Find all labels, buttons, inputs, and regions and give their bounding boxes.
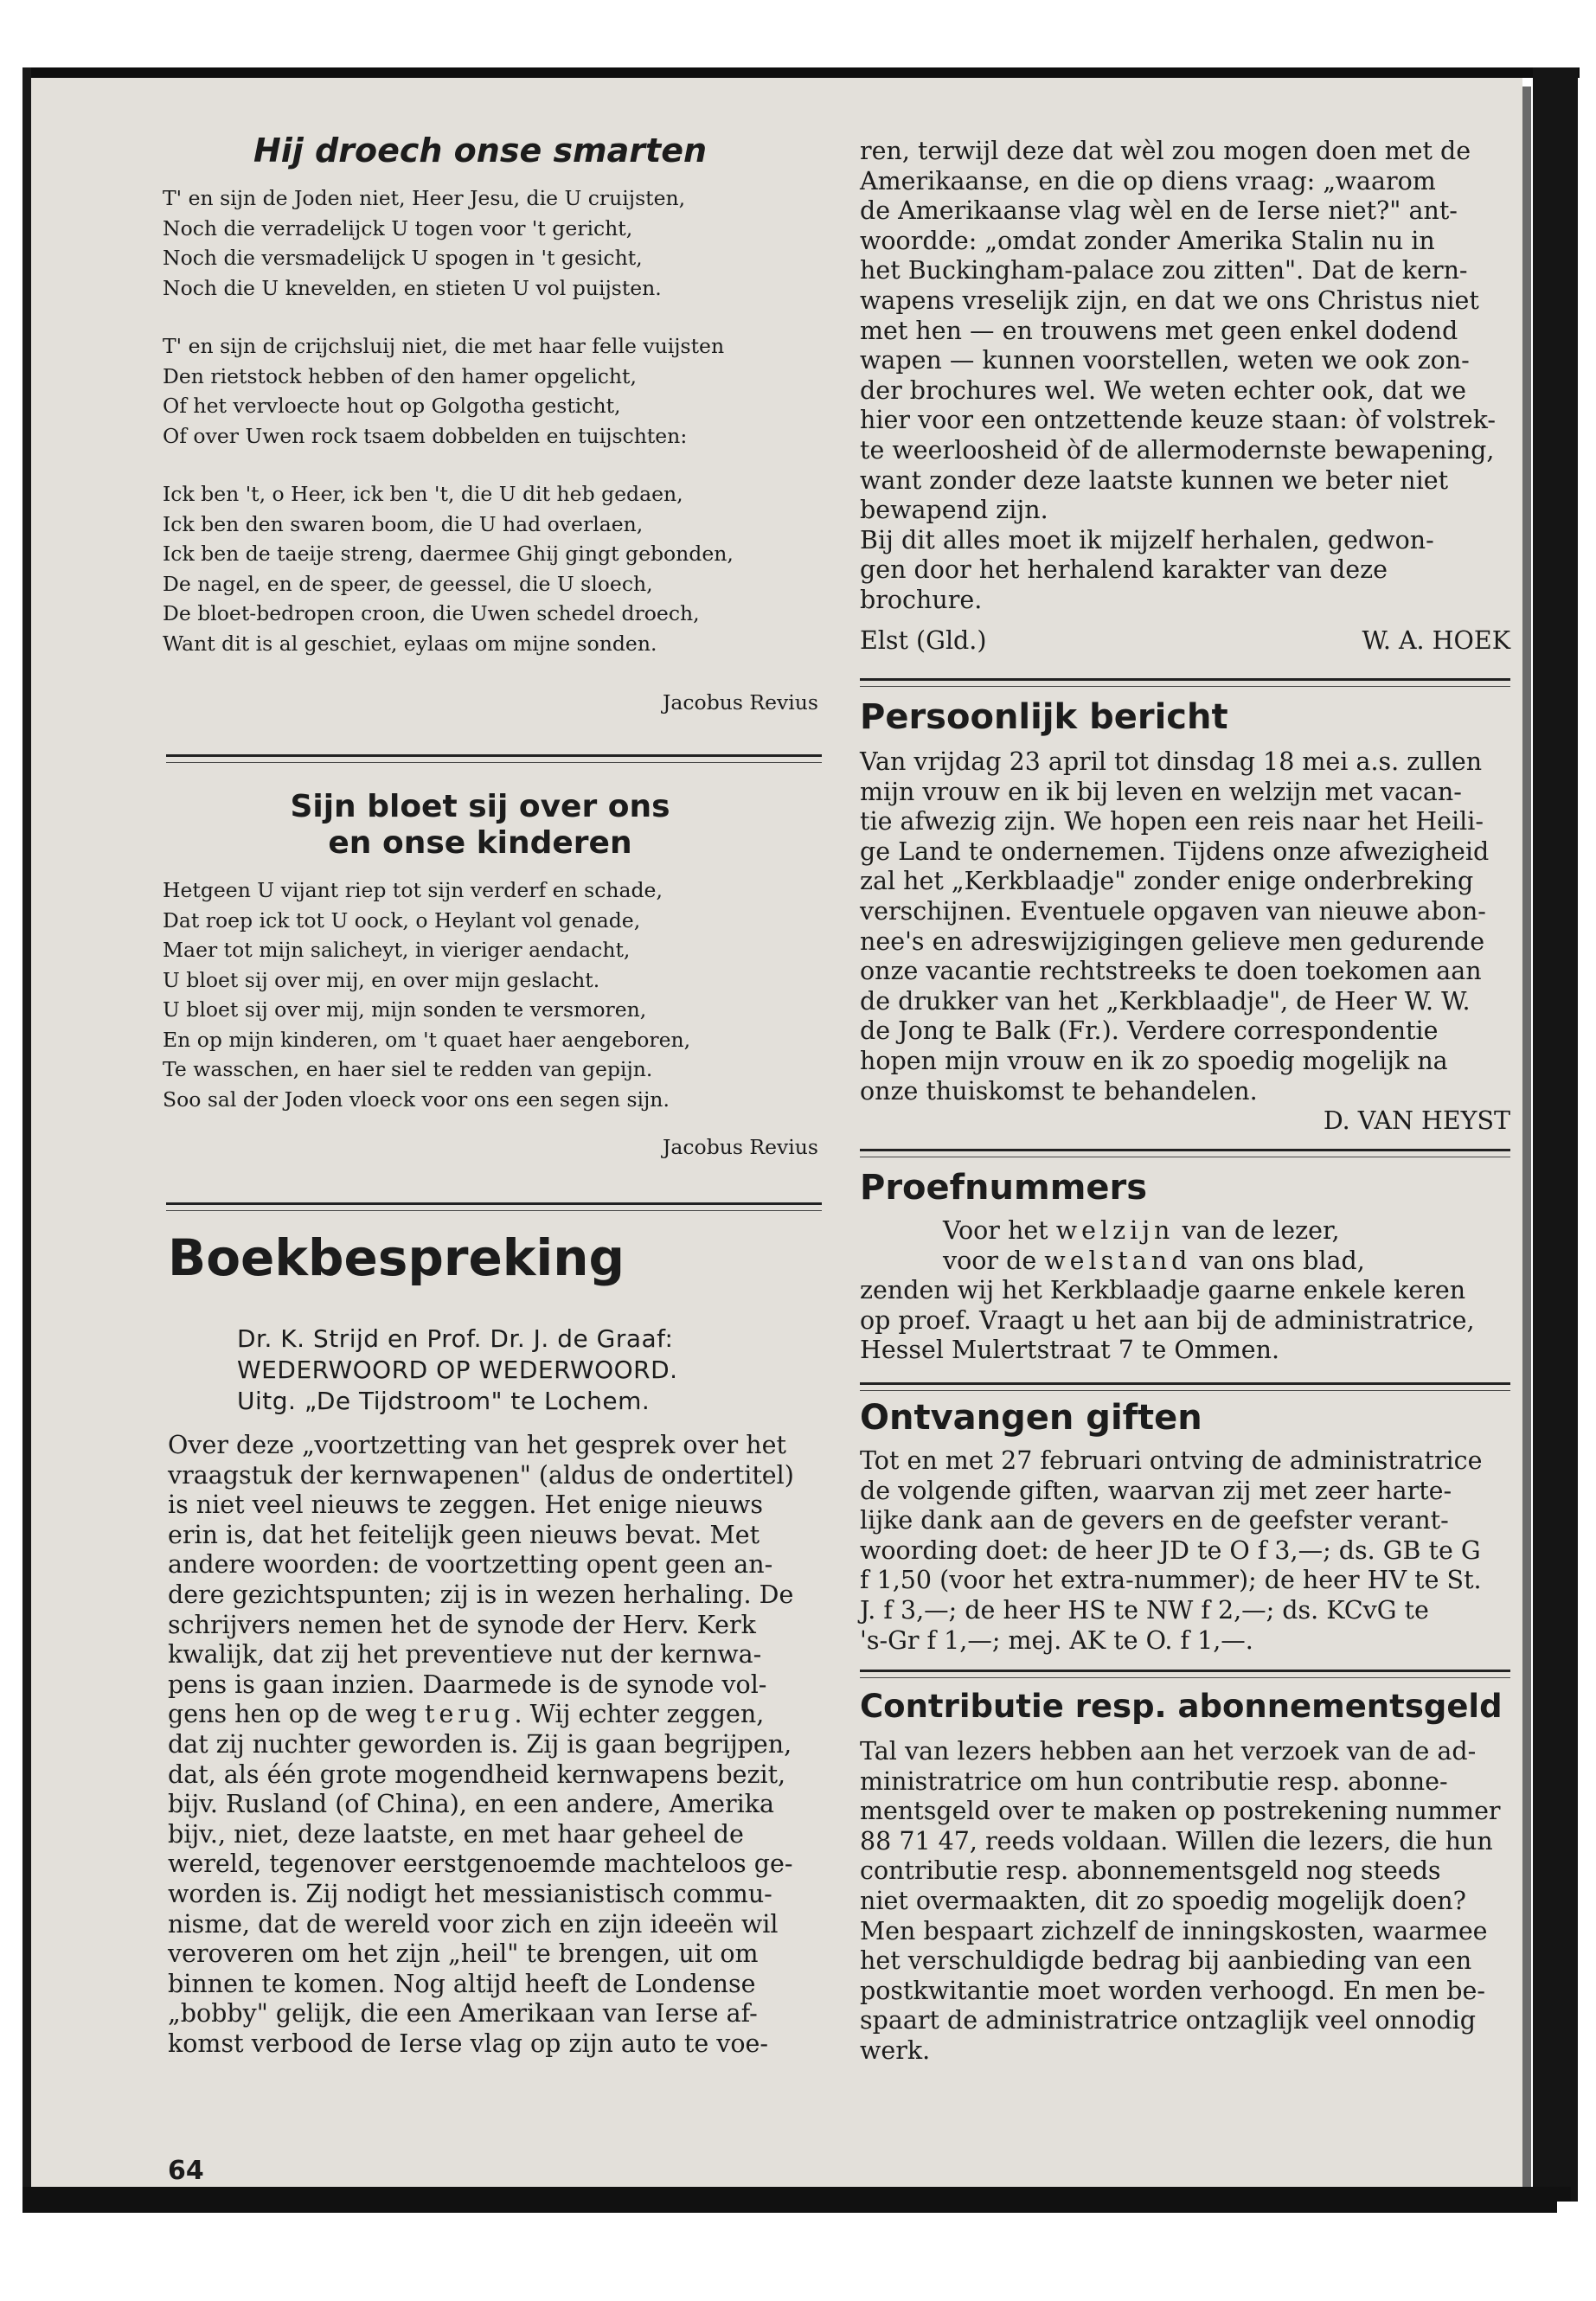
- text-line: bijv. Rusland (of China), en een andere, Amerika: [168, 1790, 774, 1819]
- samples-heading: Proefnummers: [860, 1168, 1148, 1208]
- text-line: met hen — en trouwens met geen enkel dodend: [860, 316, 1458, 345]
- book-title: WEDERWOORD OP WEDERWOORD.: [237, 1356, 678, 1384]
- text-line: zal het „Kerkblaadje" zonder enige onderbreking: [860, 867, 1474, 896]
- poem-line: T' en sijn de crijchsluij niet, die met haar felle vuijsten: [163, 334, 725, 358]
- poem-line: De nagel, en de speer, de geessel, die U sloech,: [163, 571, 653, 596]
- poem1-stanza-3: [163, 479, 820, 658]
- text-span: gens hen op de weg: [168, 1700, 417, 1729]
- poem1-title: Hij droech onse smarten: [253, 131, 708, 170]
- text-line: mijn vrouw en ik bij leven en welzijn met vacan-: [860, 777, 1462, 806]
- text-line: te weerloosheid òf de allermodernste bewapening,: [860, 435, 1495, 465]
- text-span: Voor het: [943, 1216, 1048, 1245]
- section-divider: [166, 1202, 822, 1211]
- text-line: de volgende giften, waarvan zij met zeer harte-: [860, 1476, 1452, 1505]
- poem-line: Te wasschen, en haer siel te redden van gepijn.: [163, 1057, 653, 1081]
- poem-line: U bloet sij over mij, mijn sonden te versmoren,: [163, 997, 647, 1022]
- text-line: mentsgeld over te maken op postrekening nummer: [860, 1797, 1501, 1826]
- text-line: [168, 1700, 820, 1730]
- text-line: J. f 3,—; de heer HS te NW f 2,—; ds. KCvG te: [860, 1595, 1429, 1625]
- text-line: de drukker van het „Kerkblaadje", de Heer W. W.: [860, 986, 1471, 1016]
- poem2-author: Jacobus Revius: [662, 1135, 818, 1159]
- text-line: komst verbood de Ierse vlag op zijn auto te voe-: [168, 2029, 769, 2058]
- text-line: gen door het herhalend karakter van deze: [860, 555, 1388, 585]
- text-line: „bobby" gelijk, die een Amerikaan van Ierse af-: [168, 1999, 758, 2029]
- poem-line: Ick ben de taeije streng, daermee Ghij gingt gebonden,: [163, 542, 734, 566]
- text-line: nisme, dat de wereld voor zich en zijn ideeën wil: [168, 1909, 779, 1939]
- section-divider: [860, 1382, 1510, 1391]
- text-line: hier voor een ontzettende keuze staan: òf volstrek-: [860, 406, 1497, 435]
- text-line: Men bespaart zichzelf de inningskosten, waarmee: [860, 1916, 1488, 1945]
- personal-heading: Persoonlijk bericht: [860, 697, 1228, 737]
- text-line: verschijnen. Eventuele opgaven van nieuwe abon-: [860, 896, 1486, 926]
- text-line: Tal van lezers hebben aan het verzoek van de ad-: [860, 1737, 1477, 1766]
- text-line: wereld, tegenover eerstgenoemde machteloos ge-: [168, 1849, 793, 1879]
- text-line: werk.: [860, 2035, 931, 2065]
- review-continuation: [860, 137, 1510, 656]
- contribution-body: [860, 1737, 1510, 2067]
- text-line: Amerikaanse, en die op diens vraag: „waarom: [860, 166, 1436, 195]
- scan-border-bottom: [22, 2187, 1571, 2213]
- review-body: [168, 1431, 820, 2059]
- text-line: niet overmaakten, dit zo spoedig mogelijk doen?: [860, 1886, 1466, 1915]
- text-line: binnen te komen. Nog altijd heeft de Londense: [168, 1969, 756, 1998]
- section-divider: [860, 1670, 1510, 1678]
- scan-border-right: [1533, 67, 1578, 2213]
- personal-body: [860, 747, 1510, 1137]
- text-line: ge Land te ondernemen. Tijdens onze afwezigheid: [860, 836, 1490, 866]
- poem2: [163, 875, 820, 1114]
- text-line: op proef. Vraagt u het aan bij de administratrice,: [860, 1305, 1475, 1335]
- poem1: [163, 183, 820, 687]
- poem-line: De bloet-bedropen croon, die Uwen schedel droech,: [163, 601, 700, 625]
- text-line: schrijvers nemen het de synode der Herv. Kerk: [168, 1610, 756, 1639]
- poem-line: Of het vervloecte hout op Golgotha gesticht,: [163, 394, 621, 418]
- section-divider: [166, 754, 822, 763]
- text-line: contributie resp. abonnementsgeld nog steeds: [860, 1856, 1441, 1886]
- poem1-stanza-2: [163, 331, 820, 451]
- text-line: dat zij nuchter geworden is. Zij is gaan begrijpen,: [168, 1729, 792, 1759]
- text-line: kwalijk, dat zij het preventieve nut der kernwa-: [168, 1640, 762, 1670]
- text-line: het Buckingham-palace zou zitten". Dat de kern-: [860, 256, 1468, 285]
- text-line: bewapend zijn.: [860, 496, 1048, 525]
- poem-line: Of over Uwen rock tsaem dobbelden en tuijschten:: [163, 423, 688, 448]
- review-signature: [860, 626, 1510, 657]
- text-line: postkwitantie moet worden verhoogd. En men be-: [860, 1976, 1485, 2005]
- text-line: hopen mijn vrouw en ik zo spoedig mogelijk na: [860, 1046, 1448, 1075]
- page: [31, 78, 1522, 2187]
- scan-border-right-inner: [1522, 87, 1531, 2197]
- text-span: van de lezer,: [1182, 1216, 1340, 1245]
- poem-line: Hetgeen U vijant riep tot sijn verderf en schade,: [163, 878, 663, 902]
- text-line: is niet veel nieuws te zeggen. Het enige nieuws: [168, 1490, 763, 1520]
- text-line: onze thuiskomst te behandelen.: [860, 1076, 1258, 1106]
- text-line: Van vrijdag 23 april tot dinsdag 18 mei a.s. zullen: [860, 747, 1483, 776]
- gifts-heading: Ontvangen giften: [860, 1398, 1202, 1438]
- text-line: zenden wij het Kerkblaadje gaarne enkele keren: [860, 1276, 1466, 1305]
- text-line: lijke dank aan de gevers en de geefster verant-: [860, 1506, 1449, 1535]
- text-line: dat, als één grote mogendheid kernwapens bezit,: [168, 1759, 786, 1789]
- text-line: worden is. Zij nodigt het messianistisch commu-: [168, 1879, 772, 1908]
- poem-line: En op mijn kinderen, om 't quaet haer aengeboren,: [163, 1027, 691, 1052]
- text-line: andere woorden: de voortzetting opent geen an-: [168, 1550, 773, 1580]
- signature-name: W. A. HOEK: [1362, 625, 1510, 655]
- text-span: van ons blad,: [1199, 1246, 1365, 1275]
- text-line: woordde: „omdat zonder Amerika Stalin nu in: [860, 226, 1435, 255]
- poem1-author: Jacobus Revius: [662, 690, 818, 715]
- page-number: 64: [168, 2156, 204, 2186]
- text-line: f 1,50 (voor het extra-nummer); de heer HV te St.: [860, 1566, 1482, 1595]
- text-line: vraagstuk der kernwapenen" (aldus de ondertitel): [168, 1460, 794, 1490]
- text-line: wapen — kunnen voorstellen, weten we ook zon-: [860, 346, 1470, 375]
- text-line: 's-Gr f 1,—; mej. AK te O. f 1,—.: [860, 1625, 1253, 1655]
- review-heading: Boekbespreking: [168, 1228, 625, 1287]
- poem-line: Dat roep ick tot U oock, o Heylant vol genade,: [163, 907, 641, 933]
- text-line: ministratrice om hun contributie resp. abonne-: [860, 1766, 1448, 1796]
- poem2-title-line-2: en onse kinderen: [328, 825, 632, 861]
- scan-border-top: [22, 67, 1580, 78]
- gifts-body: [860, 1446, 1510, 1656]
- text-line: erin is, dat het feitelijk geen nieuws bevat. Met: [168, 1520, 760, 1549]
- poem2-title: [133, 789, 827, 862]
- text-line: Tot en met 27 februari ontving de administratrice: [860, 1446, 1483, 1475]
- contribution-heading: Contributie resp. abonnementsgeld: [860, 1688, 1503, 1725]
- text-line: Hessel Mulertstraat 7 te Ommen.: [860, 1336, 1280, 1365]
- text-line: spaart de administratrice ontzaglijk veel onnodig: [860, 2006, 1477, 2035]
- text-line: Bij dit alles moet ik mijzelf herhalen, gedwon-: [860, 525, 1434, 554]
- text-line: Over deze „voortzetting van het gesprek over het: [168, 1431, 786, 1459]
- emphasis-welstand: welstand: [1044, 1246, 1192, 1275]
- poem-line: Maer tot mijn salicheyt, in vieriger aendacht,: [163, 938, 631, 962]
- text-line: de Jong te Balk (Fr.). Verdere correspondentie: [860, 1016, 1439, 1046]
- text-line: want zonder deze laatste kunnen we beter niet: [860, 465, 1449, 495]
- scan-corner: [1557, 2202, 1596, 2301]
- text-line: ren, terwijl deze dat wèl zou mogen doen met de: [860, 137, 1471, 165]
- text-line: onze vacantie rechtstreeks te doen toekomen aan: [860, 957, 1482, 986]
- text-line: woording doet: de heer JD te O f 3,—; ds. GB te G: [860, 1535, 1481, 1565]
- text-span: . Wij echter zeggen,: [514, 1700, 765, 1729]
- text-line: pens is gaan inzien. Daarmede is de synode vol-: [168, 1670, 767, 1699]
- signature-place: Elst (Gld.): [860, 625, 987, 655]
- personal-signature: D. VAN HEYST: [1323, 1106, 1510, 1136]
- text-line: veroveren om het zijn „heil" te brengen, uit om: [168, 1939, 759, 1969]
- text-line: tie afwezig zijn. We hopen een reis naar het Heili-: [860, 807, 1484, 836]
- poem-line: T' en sijn de Joden niet, Heer Jesu, die U cruijsten,: [163, 186, 686, 210]
- poem-line: Soo sal der Joden vloeck voor ons een segen sijn.: [163, 1086, 670, 1112]
- poem-line: Ick ben den swaren boom, die U had overlaen,: [163, 511, 644, 536]
- poem-line: Noch die verradelijck U togen voor 't gericht,: [163, 215, 633, 240]
- poem1-stanza-1: [163, 183, 820, 303]
- poem-line: Want dit is al geschiet, eylaas om mijne sonden.: [163, 631, 657, 656]
- text-line: dere gezichtspunten; zij is in wezen herhaling. De: [168, 1580, 794, 1609]
- text-line: brochure.: [860, 585, 983, 614]
- text-span: voor de: [943, 1246, 1037, 1275]
- emphasis-terug: terug: [425, 1700, 515, 1729]
- text-line: bijv., niet, deze laatste, en met haar geheel de: [168, 1819, 744, 1849]
- text-line: nee's en adreswijzigingen gelieve men gedurende: [860, 926, 1485, 956]
- samples-body: [860, 1216, 1510, 1366]
- poem-line: Noch die versmadelijck U spogen in 't gesicht,: [163, 246, 643, 270]
- book-details: [237, 1324, 678, 1417]
- book-publisher: Uitg. „De Tijdstroom" te Lochem.: [237, 1387, 651, 1415]
- poem-line: Den rietstock hebben of den hamer opgelicht,: [163, 363, 637, 388]
- section-divider: [860, 1149, 1510, 1157]
- poem-line: U bloet sij over mij, en over mijn geslacht.: [163, 967, 600, 992]
- text-line: [860, 1247, 1510, 1277]
- text-line: wapens vreselijk zijn, en dat we ons Christus niet: [860, 285, 1479, 315]
- text-line: [860, 1216, 1510, 1247]
- poem-line: Ick ben 't, o Heer, ick ben 't, die U dit heb gedaen,: [163, 482, 683, 506]
- scan-border-left: [22, 67, 31, 2187]
- poem-line: Noch die U knevelden, en stieten U vol puijsten.: [163, 275, 662, 300]
- book-authors: Dr. K. Strijd en Prof. Dr. J. de Graaf:: [237, 1324, 674, 1353]
- section-divider: [860, 678, 1510, 687]
- text-line: de Amerikaanse vlag wèl en de Ierse niet?" ant-: [860, 196, 1458, 226]
- text-line: der brochures wel. We weten echter ook, dat we: [860, 375, 1466, 405]
- text-line: 88 71 47, reeds voldaan. Willen die lezers, die hun: [860, 1826, 1493, 1856]
- text-line: het verschuldigde bedrag bij aanbieding van een: [860, 1946, 1472, 1976]
- poem2-title-line-1: Sijn bloet sij over ons: [290, 789, 670, 824]
- emphasis-welzijn: welzijn: [1055, 1216, 1175, 1245]
